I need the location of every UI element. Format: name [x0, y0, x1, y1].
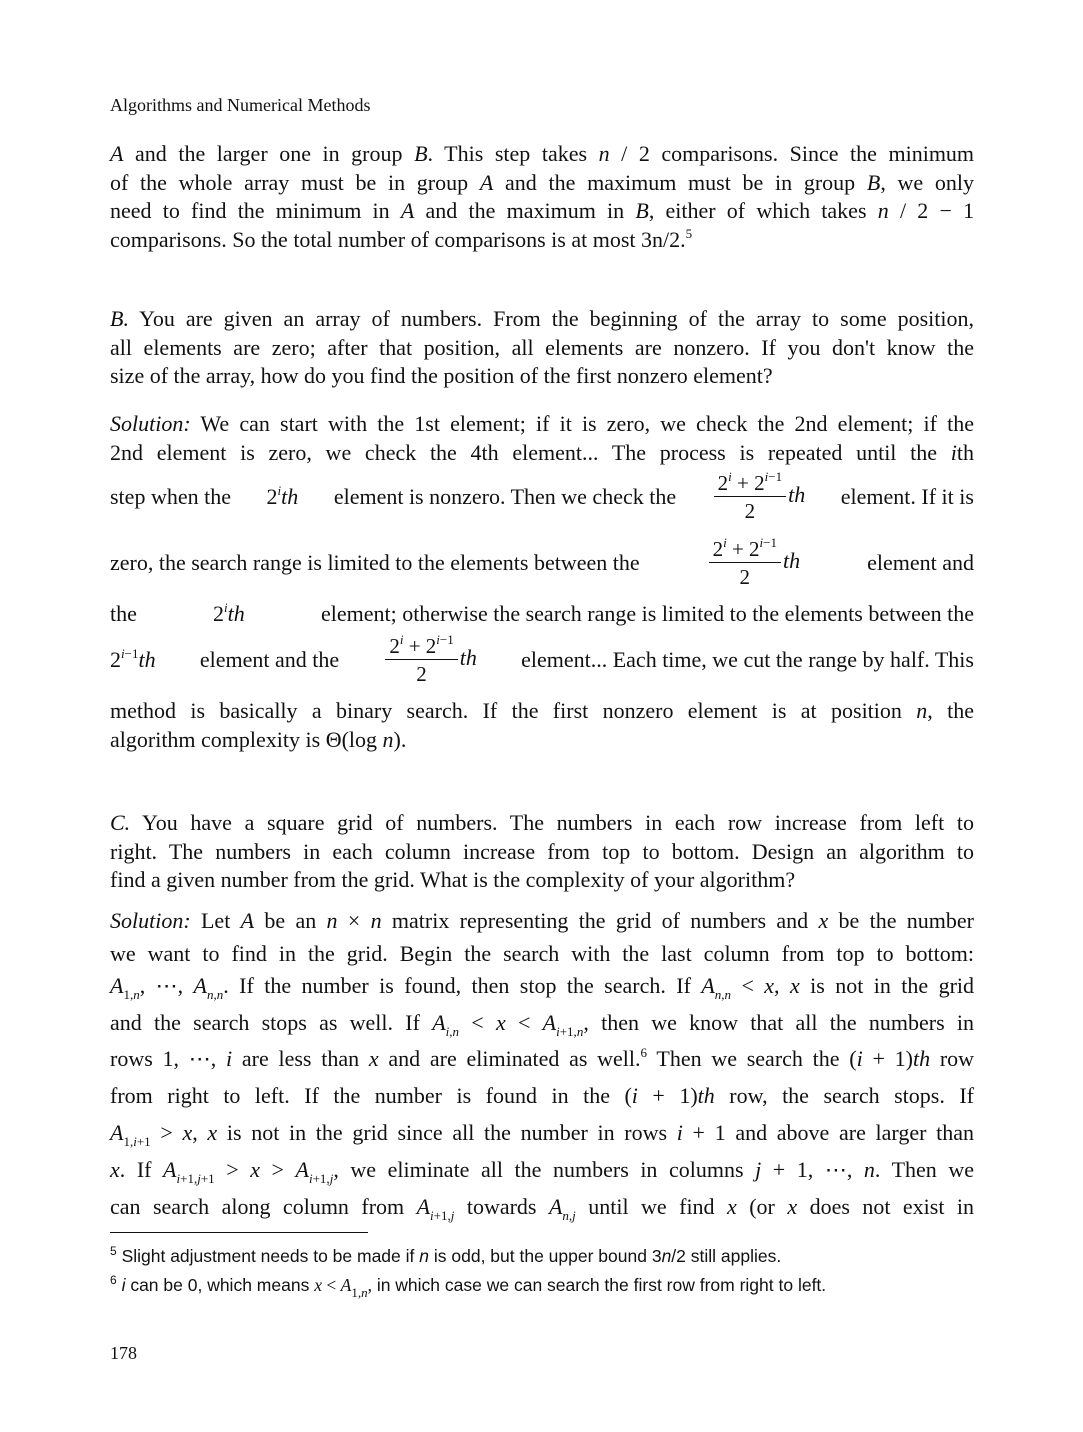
solution-c	[110, 903, 974, 1225]
text-line: Solution: Let A be an n × n matrix representing the grid of numbers and x be the number	[110, 908, 974, 933]
math-line: $2^{i-1}th$ element and the $\frac{2^i + 2^{i-1}}{2}$ th element... Each time, we cut the range by half. This	[110, 632, 974, 686]
text-line: and the search stops as well. If $A_{i,n} < x < A_{i+1,n}$, then we know that all the numbers in	[110, 1009, 975, 1039]
text-line: algorithm complexity is Θ(log n).	[110, 726, 407, 752]
text-line: need to find the minimum in A and the maximum in B, either of which takes n / 2 − 1	[110, 198, 975, 223]
fraction: $\frac{2^i + 2^{i-1}}{2}$	[385, 634, 457, 686]
fraction: $\frac{2^i + 2^{i-1}}{2}$	[709, 537, 781, 589]
page-number: 178	[110, 1343, 137, 1363]
text-line: A and the larger one in group B. This step takes n / 2 comparisons. Since the minimum	[110, 141, 975, 166]
text-line: B. You are given an array of numbers. From the beginning of the array to some position,	[110, 306, 974, 331]
text-line: comparisons. So the total number of comparisons is at most 3n/2.$^5$	[110, 225, 693, 252]
math-line: step when the 2$^i$th element is nonzero. Then we check the $\frac{2^i + 2^{i-1}}{2}$ th element. If it is	[110, 469, 974, 523]
solution-b-end	[110, 697, 974, 754]
text-line: size of the array, how do you find the position of the first nonzero element?	[110, 363, 773, 388]
text-line: $A_{1,n}$, ⋯, $A_{n,n}$. If the number is found, then stop the search. If $A_{n,n} < x$, x is not in the grid	[110, 972, 975, 1002]
text-line: rows 1, ⋯, i are less than x and are eliminated as well.$^6$ Then we search the (i + 1)th row	[110, 1045, 975, 1072]
paragraph-continuation	[110, 140, 974, 254]
text-line: x. If $A_{i+1,j+1} > x > A_{i+1,j}$, we eliminate all the numbers in columns j + 1, ⋯, n. Then we	[110, 1156, 974, 1186]
footnote-rule	[110, 1232, 368, 1233]
text-line: from right to left. If the number is found in the (i + 1)th row, the search stops. If	[110, 1083, 975, 1109]
footnote-5: $^5$ Slight adjustment needs to be made if n is odd, but the upper bound 3n/2 still applies.	[110, 1244, 782, 1266]
problem-c	[110, 809, 974, 895]
text-line: method is basically a binary search. If the first nonzero element is at position n, the	[110, 698, 974, 723]
footnote-ref: 5	[685, 225, 693, 241]
problem-b	[110, 305, 974, 391]
text-line: of the whole array must be in group A and the maximum must be in group B, we only	[110, 169, 975, 195]
text-line: C. You have a square grid of numbers. The numbers in each row increase from left to	[110, 810, 974, 835]
math-line: zero, the search range is limited to the elements between the $\frac{2^i + 2^{i-1}}{2}$ th element and	[110, 535, 974, 589]
footnote-6: $^6$ i can be 0, which means $x < A_{1,n}$, in which case we can search the first row from right to left.	[110, 1273, 827, 1300]
math-line: the 2$^i$th element; otherwise the search range is limited to the elements between the	[110, 600, 974, 626]
text-line: 2nd element is zero, we check the 4th element... The process is repeated until the ith	[110, 439, 975, 465]
text-line: we want to find in the grid. Begin the search with the last column from top to bottom:	[110, 940, 974, 966]
text-line: all elements are zero; after that position, all elements are nonzero. If you don't know the	[110, 334, 974, 360]
text-line: Solution: We can start with the 1st element; if it is zero, we check the 2nd element; if the	[110, 411, 974, 436]
fraction: $\frac{2^i + 2^{i-1}}{2}$	[714, 471, 786, 523]
solution-b-intro	[110, 410, 974, 467]
text-line: $A_{1,i+1} > x$, x is not in the grid since all the number in rows i + 1 and above are larger than	[110, 1119, 974, 1149]
footnote-ref: 6	[640, 1045, 648, 1061]
text-line: right. The numbers in each column increase from top to bottom. Design an algorithm to	[110, 838, 974, 864]
text-line: find a given number from the grid. What is the complexity of your algorithm?	[110, 867, 796, 892]
running-head: Algorithms and Numerical Methods	[110, 95, 371, 115]
text-line: can search along column from $A_{i+1,j}$ towards $A_{n,j}$ until we find x (or x does not exist in	[110, 1193, 975, 1223]
